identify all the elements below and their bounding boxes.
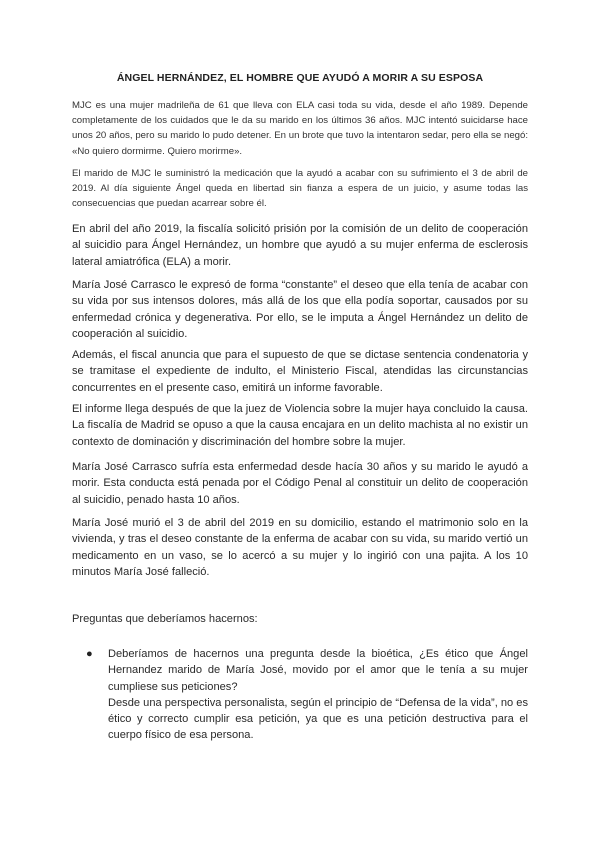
body-paragraph: Además, el fiscal anuncia que para el supuesto de que se dictase sentencia condenatoria y se tramitase el expediente de indulto, el Ministerio Fiscal, atendidas las circunstancias concurrentes en el presente caso, emitirá un informe favorable. <box>72 349 528 394</box>
body-paragraph: El informe llega después de que la juez de Violencia sobre la mujer haya concluido la causa. La fiscalía de Madrid se opuso a que la causa encajara en un delito machista al no existir un contexto de dominación y discriminación del hombre sobre la mujer. <box>72 403 528 448</box>
body-paragraph: María José Carrasco le expresó de forma “constante” el deseo que ella tenía de acabar con su vida por sus intensos dolores, más allá de los que ella podía soportar, causados por su enfermedad crónica y degenerativa. Por ello, se le imputa a Ángel Hernández un delito de cooperación al suicidio. <box>72 279 528 340</box>
questions-list <box>72 646 528 744</box>
list-item <box>72 646 528 744</box>
questions-heading: Preguntas que deberíamos hacernos: <box>72 613 258 625</box>
intro-paragraph: El marido de MJC le suministró la medicación que la ayudó a acabar con su sufrimiento el 3 de abril de 2019. Al día siguiente Ángel queda en libertad sin fianza a espera de un juicio, y asume todas las consecuencias que puedan acarrear sobre él. <box>72 168 528 210</box>
bullet-icon: ● <box>86 648 93 660</box>
intro-paragraph: MJC es una mujer madrileña de 61 que lleva con ELA casi toda su vida, desde el año 1989. Depende completamente de los cuidados que le da su marido en los últimos 36 años. MJC intentó suicidarse hace unos 20 años, pero su marido lo pudo detener. En un brote que tuvo la intentaron sedar, pero ella se negó: «No quiero dormirme. Quiero morirme». <box>72 100 528 157</box>
document-title: ÁNGEL HERNÁNDEZ, EL HOMBRE QUE AYUDÓ A MORIR A SU ESPOSA <box>116 72 484 84</box>
question-text: Deberíamos de hacernos una pregunta desde la bioética, ¿Es ético que Ángel Hernandez marido de María José, movido por el amor que le tenía a su mujer cumpliese sus peticiones? <box>108 648 528 693</box>
body-paragraph: María José murió el 3 de abril del 2019 en su domicilio, estando el matrimonio solo en la vivienda, y tras el deseo constante de la enferma de acabar con su vida, su marido vertió un medicamento en un vaso, se lo acercó a su mujer y lo ingirió con una pajita. A los 10 minutos María José falleció. <box>72 517 528 578</box>
body-paragraph: María José Carrasco sufría esta enfermedad desde hacía 30 años y su marido le ayudó a morir. Esta conducta está penada por el Código Penal al constituir un delito de cooperación al suicidio, penado hasta 10 años. <box>72 461 528 506</box>
body-paragraph: En abril del año 2019, la fiscalía solicitó prisión por la comisión de un delito de cooperación al suicidio para Ángel Hernández, un hombre que ayudó a su mujer enferma de esclerosis lateral amiatrófica (ELA) a morir. <box>72 223 528 268</box>
answer-text: Desde una perspectiva personalista, según el principio de “Defensa de la vida”, no es ético y correcto cumplir esa petición, ya que es una petición destructiva para el cuerpo físico de esa persona. <box>108 696 528 742</box>
